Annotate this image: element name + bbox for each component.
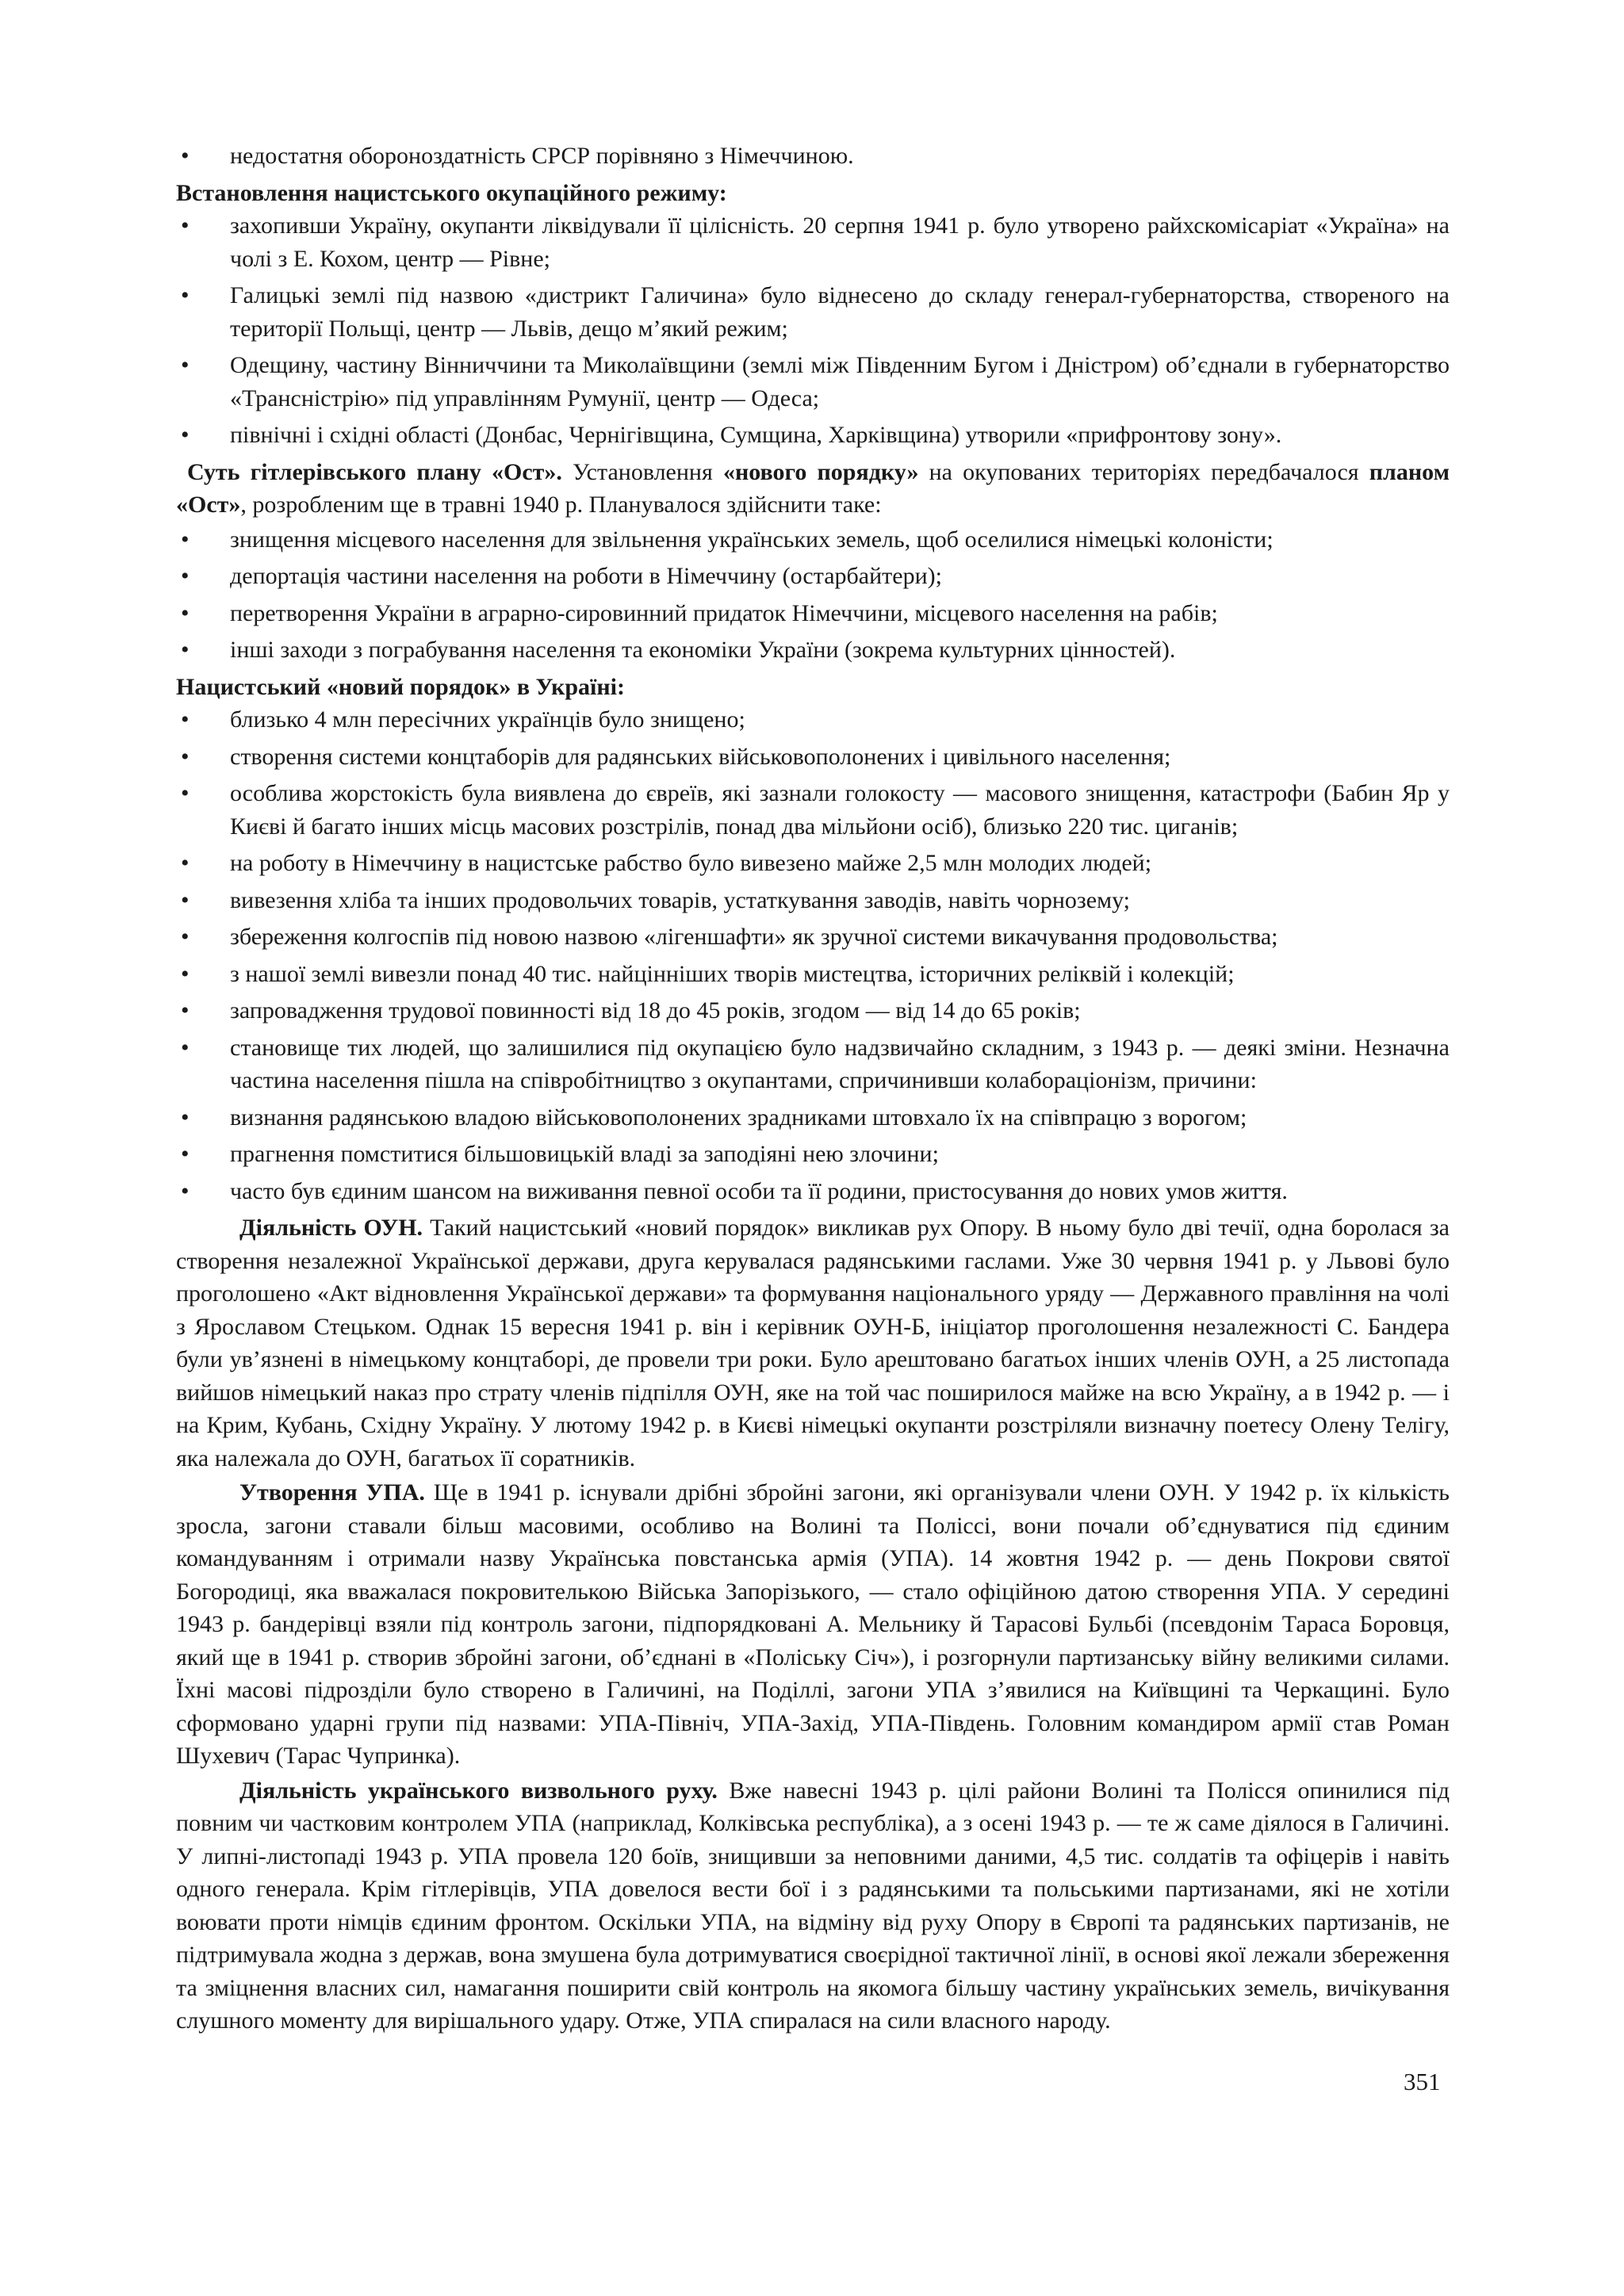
ost-text-2: на окупованих територіях передбачалося <box>918 458 1369 485</box>
heading-liberation-movement: Діяльність українського визвольного руху. <box>239 1777 718 1804</box>
list-item: • становище тих людей, що залишилися під окупацією було надзвичайно складним, з 1943 р. — деякі зміни. Незначна частина населення пішла на співробітництво з окупантами, спричинивши колабораціонізм, причини: <box>176 1031 1450 1097</box>
ost-bold-2: планом «Ост» <box>176 458 1450 518</box>
list-item: • захопивши Україну, окупанти ліквідували її цілісність. 20 серпня 1941 р. було утворено райхскомісаріат «Україна» на чолі з Е. Кохом, центр — Рівне; <box>176 209 1450 275</box>
paragraph-upa <box>176 1476 1450 1773</box>
list-item: • інші заходи з пограбування населення та економіки України (зокрема культурних цінностей). <box>176 633 1450 667</box>
ost-text-1: Установлення <box>561 458 723 485</box>
movement-text: Вже навесні 1943 р. цілі райони Волині та Полісся опинилися під повним чи частковим контролем УПА (наприклад, Колківська республіка), а з осені 1943 р. — те ж саме діялося в Галичині. У липні-листопаді 1943 р. УПА провела 120 боїв, знищивши за неповними даними, 4,5 тис. солдатів та офіцерів і навіть одного генерала. Крім гітлерівців, УПА довелося вести бої і з радянськими та польськими партизанами, які не хотіли воювати проти німців єдиним фронтом. Оскільки УПА, на відміну від руху Опору в Європі та радянських партизанів, не підтримувала жодна з держав, вона змушена була дотримуватися своєрідної тактичної лінії, в основі якої лежали збереження та зміцнення власних сил, намагання поширити свій контроль на якомога більшу частину українських земель, вичікування слушного моменту для вирішального удару. Отже, УПА спиралася на сили власного народу. <box>176 1777 1450 2034</box>
list-item: • близько 4 млн пересічних українців було знищено; <box>176 703 1450 737</box>
intro-bullet-list <box>176 140 1450 173</box>
list-item: • часто був єдиним шансом на виживання певної особи та її родини, пристосування до нових умов життя. <box>176 1175 1450 1208</box>
oun-text: Такий нацистський «новий порядок» викликав рух Опору. В ньому було дві течії, одна боролася за створення незалежної Української держави, друга керувалася радянськими гаслами. Уже 30 червня 1941 р. у Львові було проголошено «Акт відновлення Української держави» та формування національного уряду — Державного правління на чолі з Ярославом Стецьком. Однак 15 вересня 1941 р. він і керівник ОУН-Б, ініціатор проголошення незалежності С. Бандера були ув’язнені в німецькому концтаборі, де провели три роки. Було арештовано багатьох інших членів ОУН, а 25 листопада вийшов німецький наказ про страту членів підпілля ОУН, яке на той час поширилося майже на всю Україну, а в 1942 р. — і на Крим, Кубань, Східну Україну. У лютому 1942 р. в Києві німецькі окупанти розстріляли визначну поетесу Олену Телігу, яка належала до ОУН, багатьох її соратників. <box>176 1215 1450 1471</box>
page-number: 351 <box>1404 2068 1441 2095</box>
ost-bold-1: «нового порядку» <box>722 458 919 485</box>
occupation-bullet-list <box>176 209 1450 452</box>
paragraph-liberation-movement <box>176 1774 1450 2038</box>
list-item: • прагнення помститися більшовицькій владі за заподіяні нею злочини; <box>176 1138 1450 1171</box>
list-item: • депортація частини населення на роботи в Німеччину (остарбайтери); <box>176 560 1450 593</box>
list-item: • особлива жорстокість була виявлена до євреїв, які зазнали голокосту — масового знищення, катастрофи (Бабин Яр у Києві й багато інших місць масових розстрілів, понад два мільйони осіб), близько 220 тис. циганів; <box>176 777 1450 843</box>
heading-new-order: Нацистський «новий порядок» в Україні: <box>176 673 626 700</box>
list-item: • Галицькі землі під назвою «дистрикт Галичина» було віднесено до складу генерал-губернаторства, створеного на території Польщі, центр — Львів, дещо м’який режим; <box>176 279 1450 345</box>
list-item: • північні і східні області (Донбас, Чернігівщина, Сумщина, Харківщина) утворили «прифронтову зону». <box>176 419 1450 452</box>
paragraph-ost-plan <box>176 456 1450 522</box>
new-order-bullet-list <box>176 703 1450 1207</box>
ost-text-3: , розробленим ще в травні 1940 р. Планувалося здійснити таке: <box>240 492 882 518</box>
list-item: • на роботу в Німеччину в нацистське рабство було вивезено майже 2,5 млн молодих людей; <box>176 847 1450 880</box>
list-item: • Одещину, частину Вінниччини та Миколаївщини (землі між Південним Бугом і Дністром) об’єднали в губернаторство «Трансністрію» під управлінням Румунії, центр — Одеса; <box>176 349 1450 415</box>
list-item: • збереження колгоспів під новою назвою «лігеншафти» як зручної системи викачування продовольства; <box>176 920 1450 954</box>
list-item: • перетворення України в аграрно-сировинний придаток Німеччини, місцевого населення на рабів; <box>176 597 1450 630</box>
upa-text: Ще в 1941 р. існували дрібні збройні загони, які організували члени ОУН. У 1942 р. їх кількість зросла, загони ставали більш масовими, особливо на Волині та Поліссі, вони почали об’єднуватися під єдиним командуванням і отримали назву Українська повстанська армія (УПА). 14 жовтня 1942 р. — день Покрови святої Богородиці, яка вважалася покровителькою Війська Запорізького, — стало офіційною датою створення УПА. У середині 1943 р. бандерівці взяли під контроль загони, підпорядковані А. Мельнику й Тарасові Бульбі (псевдонім Тараса Боровця, який ще в 1941 р. створив збройні загони, об’єднані в «Поліську Січ»), і розгорнули партизанську війну великими силами. Їхні масові підрозділи було створено в Галичині, на Поділлі, загони УПА з’явилися на Київщині та Черкащині. Було сформовано ударні групи під назвами: УПА-Північ, УПА-Захід, УПА-Південь. Головним командиром армії став Роман Шухевич (Тарас Чупринка). <box>176 1479 1450 1769</box>
heading-oun: Діяльність ОУН. <box>239 1215 423 1241</box>
list-item: • запровадження трудової повинності від 18 до 45 років, згодом — від 14 до 65 років; <box>176 994 1450 1027</box>
list-item: • з нашої землі вивезли понад 40 тис. найцінніших творів мистецтва, історичних реліквій і колекцій; <box>176 958 1450 991</box>
list-item: • вивезення хліба та інших продовольчих товарів, устаткування заводів, навіть чорнозему; <box>176 884 1450 917</box>
list-item: • знищення місцевого населення для звільнення українських земель, щоб оселилися німецькі колоністи; <box>176 523 1450 557</box>
ost-bullet-list <box>176 523 1450 667</box>
heading-upa: Утворення УПА. <box>239 1479 425 1506</box>
document-page <box>176 140 1450 2039</box>
list-item: • визнання радянською владою військовополонених зрадниками штовхало їх на співпрацю з ворогом; <box>176 1101 1450 1135</box>
list-item: • створення системи концтаборів для радянських військовополонених і цивільного населення; <box>176 740 1450 774</box>
list-item: • недостатня обороноздатність СРСР порівняно з Німеччиною. <box>176 140 1450 173</box>
heading-occupation-regime: Встановлення нацистського окупаційного режиму: <box>176 179 727 206</box>
heading-ost-plan: Суть гітлерівського плану «Ост». <box>187 458 562 485</box>
paragraph-oun <box>176 1211 1450 1475</box>
